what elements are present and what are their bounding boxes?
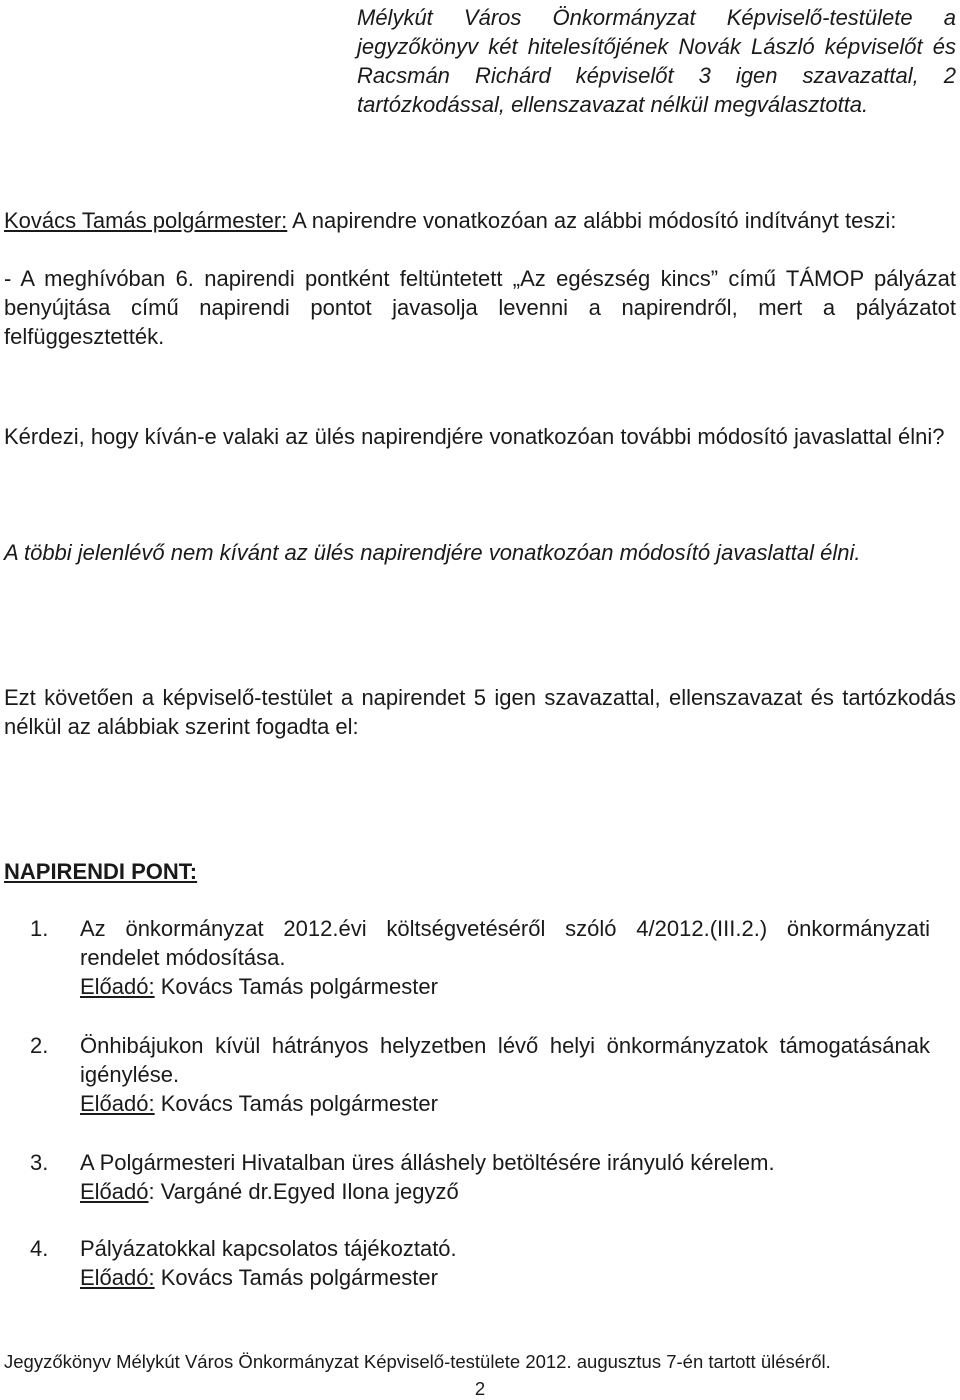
agenda-item-presenter <box>80 1177 930 1206</box>
mayor-motion-item: - A meghívóban 6. napirendi pontként feltüntetett „Az egészség kincs” című TÁMOP pályázat benyújtása című napirendi pontot javasolja levenni a napirendről, mert a pályázatot felfüggesztették. <box>4 266 956 349</box>
agenda-item-presenter <box>80 1089 930 1118</box>
vote-paragraph: Ezt követően a képviselő-testület a napirendet 5 igen szavazattal, ellenszavazat és tartózkodás nélkül az alábbiak szerint fogadta el: <box>4 685 956 739</box>
agenda-item-title: Pályázatokkal kapcsolatos tájékoztató. <box>80 1236 457 1261</box>
mayor-motion-paragraph <box>4 206 956 235</box>
presenter-label: Előadó <box>80 1179 149 1204</box>
agenda-item-title: A Polgármesteri Hivatalban üres álláshely betöltésére irányuló kérelem. <box>80 1150 775 1175</box>
presenter-name: : Vargáné dr.Egyed Ilona jegyző <box>148 1179 459 1204</box>
presenter-name: Kovács Tamás polgármester <box>154 1091 438 1116</box>
election-paragraph: Mélykút Város Önkormányzat Képviselő-testülete a jegyzőkönyv két hitelesítőjének Novák László képviselőt és Racsmán Richárd képviselőt 3 igen szavazattal, 2 tartózkodással, ellenszavazat nélkül megválasztotta. <box>357 5 956 117</box>
agenda-item-number: 2. <box>30 1033 49 1058</box>
presenter-label: Előadó: <box>80 1091 155 1116</box>
mayor-label: Kovács Tamás polgármester: <box>4 208 288 233</box>
agenda-item-number: 3. <box>30 1150 49 1175</box>
agenda-item-number: 1. <box>30 916 49 941</box>
agenda-item-title: Az önkormányzat 2012.évi költségvetéséről szóló 4/2012.(III.2.) önkormányzati rendelet módosítása. <box>80 916 930 970</box>
presenter-name: Kovács Tamás polgármester <box>154 1265 438 1290</box>
agenda-item-presenter <box>80 972 930 1001</box>
presenter-label: Előadó: <box>80 974 155 999</box>
presenter-name: Kovács Tamás polgármester <box>154 974 438 999</box>
others-paragraph: A többi jelenlévő nem kívánt az ülés napirendjére vonatkozóan módosító javaslattal élni. <box>4 540 861 565</box>
agenda-item-presenter <box>80 1263 930 1292</box>
presenter-label: Előadó: <box>80 1265 155 1290</box>
page-number: 2 <box>474 1378 486 1399</box>
agenda-heading: NAPIRENDI PONT: <box>4 859 198 884</box>
page-footer: Jegyzőkönyv Mélykút Város Önkormányzat Képviselő-testülete 2012. augusztus 7-én tartott üléséről. <box>4 1351 831 1372</box>
question-paragraph: Kérdezi, hogy kíván-e valaki az ülés napirendjére vonatkozóan további módosító javaslattal élni? <box>4 424 945 449</box>
agenda-item-number: 4. <box>30 1236 49 1261</box>
mayor-motion-text: A napirendre vonatkozóan az alábbi módosító indítványt teszi: <box>287 208 897 233</box>
agenda-item-title: Önhibájukon kívül hátrányos helyzetben lévő helyi önkormányzatok támogatásának igénylése. <box>80 1033 930 1087</box>
